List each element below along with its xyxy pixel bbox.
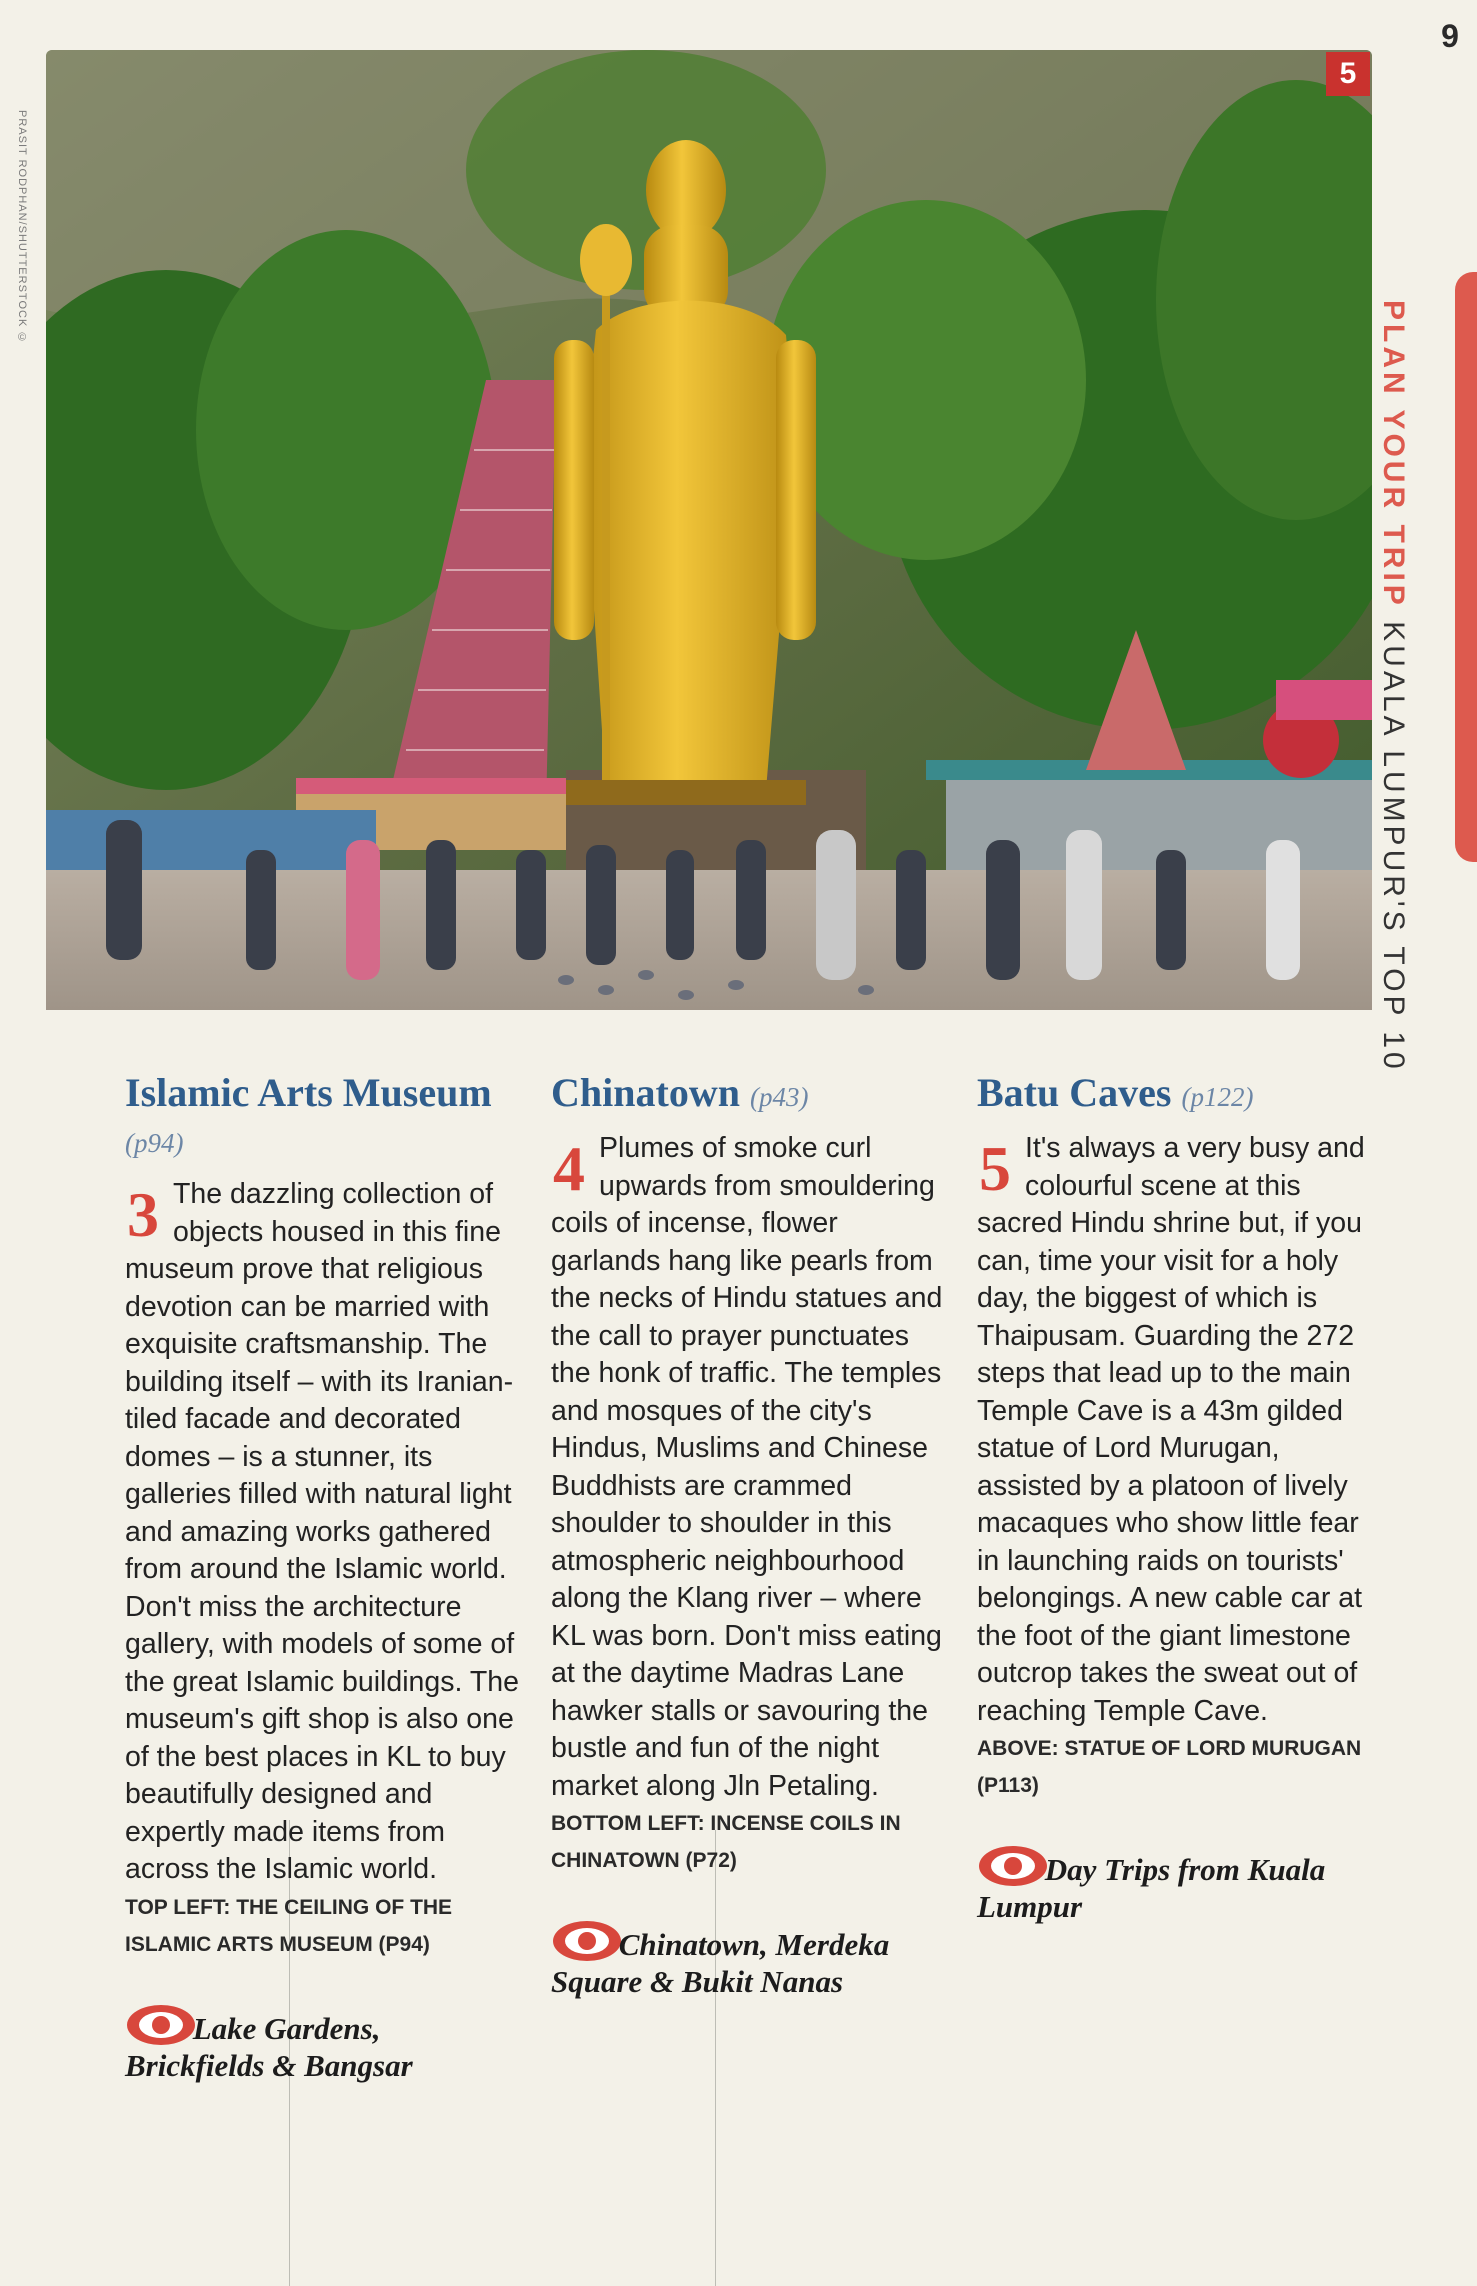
- entry-title: Chinatown: [551, 1070, 740, 1115]
- running-head-title: KUALA LUMPUR'S TOP 10: [1377, 621, 1410, 1073]
- cross-reference-link[interactable]: [551, 1919, 951, 2000]
- cross-reference-link[interactable]: [125, 2003, 525, 2084]
- entry-number: 4: [553, 1133, 585, 1204]
- entry-heading: [977, 1070, 1377, 1120]
- eye-icon: [125, 2003, 197, 2047]
- cross-reference-text[interactable]: Lake Gardens, Brickfields & Bangsar: [125, 2010, 413, 2083]
- entry-body-text: It's always a very busy and colourful scene at this sacred Hindu shrine but, if you can, time your visit for a holy day, the biggest of which is Thaipusam. Guarding the 272 steps that lead up to the main Temple Cave is a 43m gilded statue of Lord Murugan, assisted by a platoon of lively macaques who show little fear in launching raids on tourists' belongings. A new cable car at the foot of the giant limestone outcrop takes the sweat out of reaching Temple Cave.: [977, 1132, 1365, 1727]
- entry-body-text: Plumes of smoke curl upwards from smouldering coils of incense, flower garlands hang like pearls from the necks of Hindu statues and the call to prayer punctuates the honk of traffic. The temples and mosques of the city's Hindus, Muslims and Chinese Buddhists are crammed shoulder to shoulder in this atmospheric neighbourhood along the Klang river – where KL was born. Don't miss eating at the daytime Madras Lane hawker stalls or savouring the bustle and fun of the night market along Jln Petaling.: [551, 1132, 943, 1802]
- section-tab: [1455, 272, 1477, 862]
- entry-heading: [125, 1070, 525, 1166]
- cross-reference-link[interactable]: [977, 1844, 1377, 1925]
- entry-page-ref: (p122): [1181, 1082, 1254, 1112]
- entry-page-ref: (p94): [125, 1128, 184, 1158]
- entry-body-text: The dazzling collection of objects housed in this fine museum prove that religious devotion can be married with exquisite craftsmanship. The building itself – with its Iranian-tiled facade and decorated domes – is a stunner, its galleries filled with natural light and amazing works gathered from around the Islamic world. Don't miss the architecture gallery, with models of some of the great Islamic buildings. The museum's gift shop is also one of the best places in KL to buy beautifully designed and expertly made items from across the Islamic world.: [125, 1178, 519, 1885]
- entry-number: 3: [127, 1179, 159, 1250]
- photo-badge-number: 5: [1326, 52, 1370, 96]
- photo-caption: BOTTOM LEFT: INCENSE COILS IN CHINATOWN (P72): [551, 1812, 901, 1872]
- running-head-section: PLAN YOUR TRIP: [1377, 300, 1410, 609]
- running-head: [1376, 300, 1410, 1073]
- entry-body: [977, 1130, 1377, 1730]
- photo-caption: ABOVE: STATUE OF LORD MURUGAN (P113): [977, 1737, 1362, 1797]
- entry-page-ref: (p43): [749, 1082, 809, 1112]
- eye-icon: [551, 1919, 623, 1963]
- batu-caves-photo: [46, 50, 1372, 1010]
- entry-number: 5: [979, 1133, 1011, 1204]
- top10-entry-batu-caves: [977, 1070, 1377, 1925]
- photo-credit: PRASIT RODPHAN/SHUTTERSTOCK ©: [16, 110, 28, 345]
- photo-caption: TOP LEFT: THE CEILING OF THE ISLAMIC ARTS MUSEUM (P94): [125, 1895, 453, 1956]
- entry-body: [551, 1130, 951, 1805]
- top10-entry-islamic-arts-museum: [125, 1070, 525, 2084]
- entry-heading: [551, 1070, 951, 1120]
- entry-body: [125, 1176, 525, 1889]
- cross-reference-text[interactable]: Day Trips from Kuala Lumpur: [977, 1852, 1326, 1924]
- eye-icon: [977, 1844, 1049, 1888]
- page-number: 9: [1441, 18, 1459, 54]
- cross-reference-text[interactable]: Chinatown, Merdeka Square & Bukit Nanas: [551, 1927, 890, 1999]
- entry-title: Islamic Arts Museum: [125, 1070, 492, 1115]
- entry-title: Batu Caves: [977, 1070, 1172, 1115]
- top10-entry-chinatown: [551, 1070, 951, 2000]
